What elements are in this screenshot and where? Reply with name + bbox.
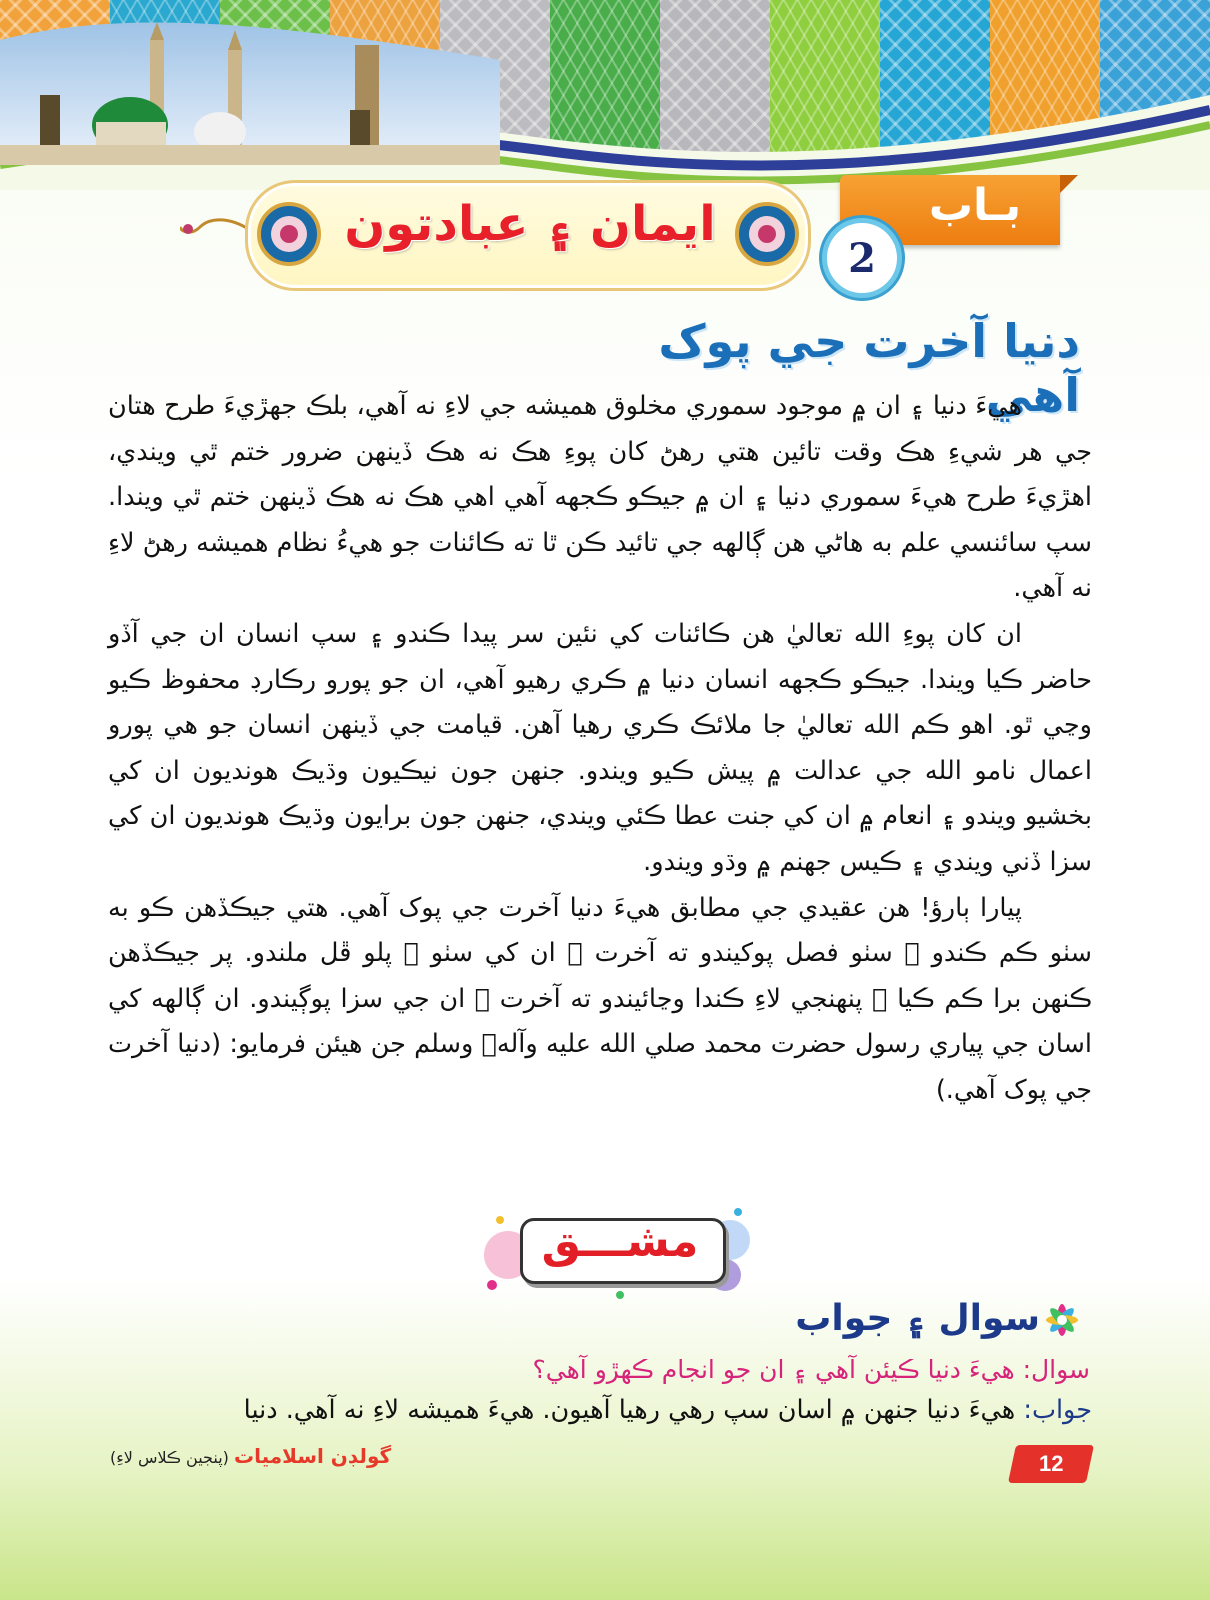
page-number: 12	[1038, 1451, 1064, 1476]
header-banner	[0, 0, 1210, 190]
lesson-title: دنيا آخرت جي پوک آهي	[658, 314, 1080, 422]
paragraph: هيءَ دنيا ۽ ان ۾ موجود سموري مخلوق هميشه جي لاءِ نه آهي، بلڪ جهڙيءَ طرح هتان جي هر شيءِ هڪ وقت تائين هتي رهڻ کان پوءِ هڪ نه هڪ ڏينهن ضرور ختم ٿي ويندي، اهڙيءَ طرح هيءَ سموري دنيا ۽ ان ۾ جيڪو ڪجهه آهي اهي هڪ نه هڪ ڏينهن ختم ٿي ويندا. سپ سائنسي علم به هاڻي هن ڳالهه جي تائيد ڪن ٿا ته ڪائنات جو هيءُ نظام هميشه رهڻ لاءِ نه آهي.	[108, 391, 1092, 604]
chapter-title: ايمان ۽ عبادتون	[344, 196, 716, 252]
exercise-label: مشـــق	[541, 1216, 699, 1267]
exercise-badge	[480, 1200, 750, 1300]
book-brand: گولڊن اسلاميات	[233, 1444, 392, 1468]
paragraph: پيارا ٻارؤ! هن عقيدي جي مطابق هيءَ دنيا آخرت جي پوک آهي. هتي جيڪڏهن ڪو به سٺو ڪم ڪندو ۽ سٺو فصل پوکيندو ته آخرت ۾ ان کي سٺو ۽ پلو ڦل ملندو. پر جيڪڏهن ڪنهن برا ڪم ڪيا ۽ پنهنجي لاءِ ڪندا وڃائيندو ته آخرت ۾ ان جي سزا پوڳيندو. ان ڳالهه کي اسان جي پياري رسول حضرت محمد صلي الله عليه وآلهٖ وسلم جن هيئن فرمايو: (دنيا آخرت جي پوک آهي.)	[108, 892, 1092, 1105]
class-note: (پنجين ڪلاس لاءِ)	[110, 1448, 229, 1467]
star-bullet-icon	[1042, 1300, 1082, 1340]
question-text: سوال: هيءَ دنيا ڪيئن آهي ۽ ان جو انجام ڪهڙو آهي؟	[532, 1355, 1090, 1384]
title-ornament	[180, 215, 250, 245]
answer-label: جواب:	[1023, 1395, 1092, 1425]
answer-text	[108, 1390, 1092, 1430]
qa-section-title: سوال ۽ جواب	[795, 1298, 1040, 1339]
answer-body: هيءَ دنيا جنهن ۾ اسان سپ رهي رهيا آهيون. هيءَ هميشه لاءِ نه آهي. دنيا	[243, 1395, 1024, 1425]
chapter-label: بـاب	[928, 180, 1022, 231]
page-number-badge	[1008, 1445, 1094, 1483]
chapter-number: 2	[822, 218, 902, 298]
floral-medallion-icon	[734, 201, 800, 267]
mosque-illustration	[0, 0, 500, 170]
footer-book-title	[110, 1444, 430, 1468]
paragraph: ان کان پوءِ الله تعاليٰ هن ڪائنات کي نئين سر پيدا ڪندو ۽ سپ انسان ان جي آڏو حاضر ڪيا ويندا. جيڪو ڪجهه انسان دنيا ۾ ڪري رهيو آهي، ان جو پورو رڪارڊ محفوظ ڪيو وڃي ٿو. اهو ڪم الله تعاليٰ جا ملائڪ ڪري رهيا آهن. قيامت جي ڏينهن انسان جو هي پورو اعمال نامو الله جي عدالت ۾ پيش ڪيو ويندو. جنهن جون نيڪيون وڌيڪ هونديون ان کي بخشيو ويندو ۽ انعام ۾ ان کي جنت عطا ڪئي ويندي، جنهن جون برايون وڌيڪ هونديون ان کي سزا ڏني ويندي ۽ ڪيس جهنم ۾ وڌو ويندو.	[108, 618, 1092, 877]
lesson-body	[108, 384, 1092, 1114]
floral-medallion-icon	[256, 201, 322, 267]
